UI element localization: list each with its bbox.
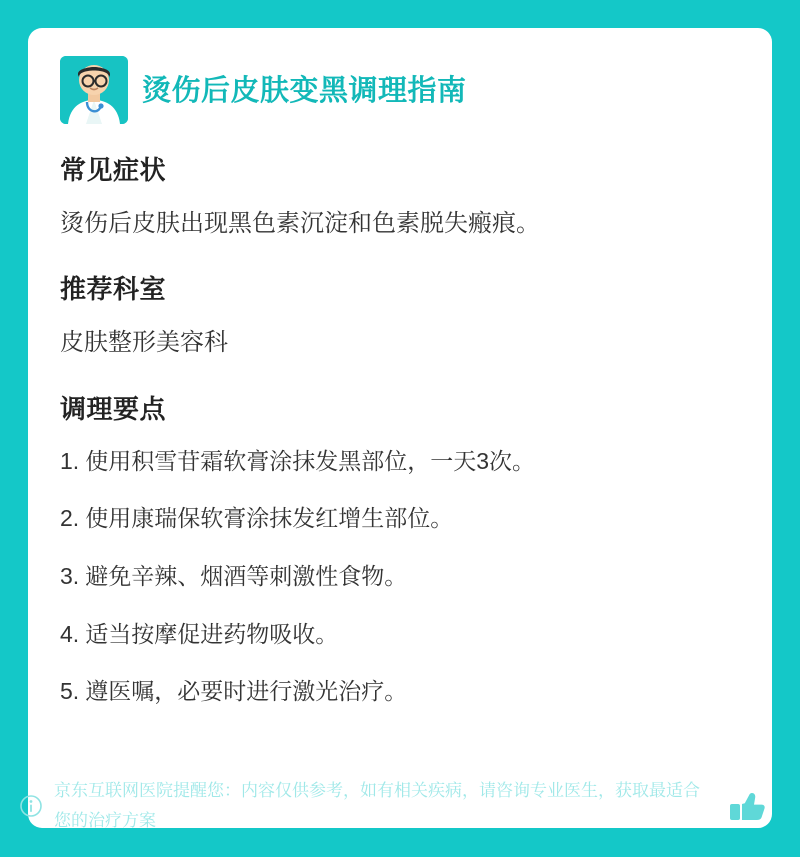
list-item-label: 避免辛辣、烟酒等刺激性食物。 — [85, 563, 408, 590]
section-department — [60, 269, 740, 362]
section-heading: 推荐科室 — [60, 274, 167, 305]
list-item-label: 使用康瑞保软膏涂抹发红增生部位。 — [85, 505, 454, 532]
disclaimer-text: 京东互联网医院提醒您：内容仅供参考，如有相关疾病，请咨询专业医生，获取最适合您的治疗方案 — [54, 781, 700, 830]
care-points-list — [60, 444, 740, 710]
list-item — [60, 617, 740, 653]
list-item-index: 2. — [60, 505, 80, 532]
list-item-label: 遵医嘱，必要时进行激光治疗。 — [85, 678, 408, 705]
content-card — [28, 28, 772, 828]
section-paragraph: 烫伤后皮肤出现黑色素沉淀和色素脱失瘢痕。 — [60, 210, 540, 237]
section-symptoms — [60, 150, 740, 243]
card-body — [28, 28, 772, 828]
list-item — [60, 559, 740, 595]
thumbs-up-icon[interactable] — [726, 784, 770, 828]
section-care-points — [60, 389, 740, 710]
list-item — [60, 674, 740, 710]
footer-disclaimer-bar — [0, 755, 800, 857]
header — [60, 56, 740, 124]
section-heading: 常见症状 — [60, 155, 167, 185]
info-circle-icon — [16, 791, 46, 821]
list-item-index: 1. — [60, 447, 80, 474]
list-item-label: 使用积雪苷霜软膏涂抹发黑部位，一天3次。 — [85, 447, 535, 474]
list-item — [60, 444, 740, 480]
page-title: 烫伤后皮肤变黑调理指南 — [142, 75, 467, 107]
list-item — [60, 501, 740, 537]
list-item-index: 4. — [60, 620, 80, 647]
doctor-avatar-icon — [60, 56, 128, 124]
list-item-index: 5. — [60, 678, 80, 705]
section-paragraph: 皮肤整形美容科 — [60, 329, 228, 357]
section-heading: 调理要点 — [60, 393, 167, 424]
list-item-index: 3. — [60, 563, 80, 590]
list-item-label: 适当按摩促进药物吸收。 — [85, 620, 339, 647]
